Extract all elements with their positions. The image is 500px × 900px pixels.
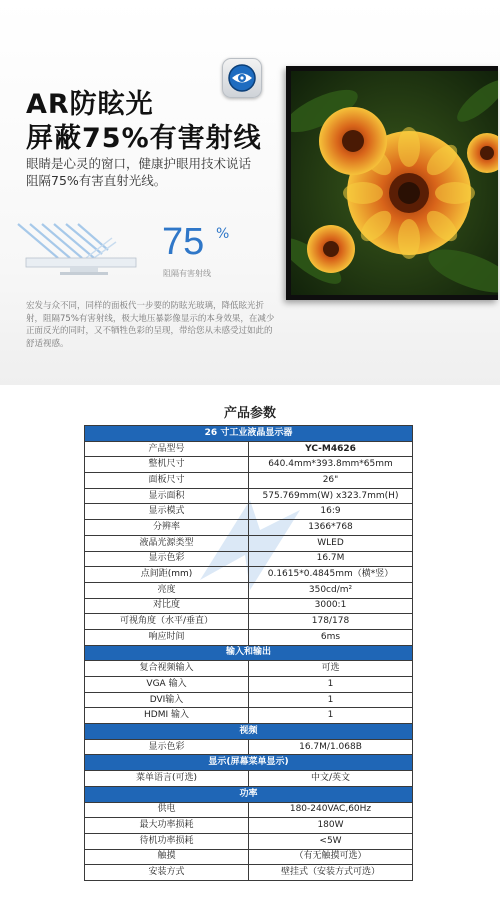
spec-value: 可选 (249, 661, 413, 677)
spec-value: 1 (249, 708, 413, 724)
spec-row (85, 520, 413, 536)
spec-value: 中文/英文 (249, 771, 413, 787)
spec-row (85, 818, 413, 834)
spec-value: 178/178 (249, 614, 413, 630)
spec-table (84, 425, 413, 881)
spec-value: 6ms (249, 629, 413, 645)
spec-row (85, 567, 413, 583)
spec-section-header (85, 755, 413, 771)
spec-value: 1 (249, 692, 413, 708)
subheadline (26, 155, 251, 189)
spec-section-title: 功率 (85, 786, 413, 802)
spec-key: 复合视频输入 (85, 661, 249, 677)
spec-row (85, 629, 413, 645)
spec-value: 350cd/m² (249, 582, 413, 598)
spec-row (85, 441, 413, 457)
spec-row (85, 535, 413, 551)
promo-banner (0, 0, 500, 385)
spec-row (85, 488, 413, 504)
spec-value: 180W (249, 818, 413, 834)
spec-section-header (85, 786, 413, 802)
spec-table-body (85, 426, 413, 881)
spec-row (85, 551, 413, 567)
spec-title: 产品参数 (223, 406, 276, 421)
spec-value: 16.7M (249, 551, 413, 567)
spec-key: 待机功率损耗 (85, 833, 249, 849)
glare-reflection-diagram-icon (16, 222, 156, 282)
percent-caption: 阻隔有害射线 (163, 269, 211, 278)
spec-row (85, 849, 413, 865)
headline-line-2: 屏蔽75%有害射线 (26, 123, 262, 154)
spec-value: 16:9 (249, 504, 413, 520)
spec-value: WLED (249, 535, 413, 551)
description-paragraph: 宏发与众不同，同样的面板代一步要的防眩光玻璃，降低眩光折射，阻隔75%有害射线，极大地压暴影像显示的本身效果，在减少正面反光的同时，又不牺牲色彩的呈现，带给您从未感受过如此的舒适视感。 (26, 301, 275, 349)
spec-value: 180-240VAC,60Hz (249, 802, 413, 818)
spec-key: 响应时间 (85, 629, 249, 645)
spec-key: 分辨率 (85, 520, 249, 536)
spec-key: 菜单语言(可选) (85, 771, 249, 787)
subheadline-line-1: 眼睛是心灵的窗口，健康护眼用技术说话 (26, 156, 252, 171)
spec-section-title: 26 寸工业液晶显示器 (85, 426, 413, 442)
spec-value: 壁挂式（安装方式可选） (249, 865, 413, 881)
spec-key: 供电 (85, 802, 249, 818)
spec-section-header (85, 645, 413, 661)
spec-value: 575.769mm(W) x323.7mm(H) (249, 488, 413, 504)
spec-row (85, 692, 413, 708)
spec-section-header (85, 724, 413, 740)
spec-key: 最大功率损耗 (85, 818, 249, 834)
spec-value: <5W (249, 833, 413, 849)
spec-key: 显示模式 (85, 504, 249, 520)
spec-key: 显示面积 (85, 488, 249, 504)
spec-row (85, 708, 413, 724)
spec-value: （有无触摸可选） (249, 849, 413, 865)
spec-row (85, 865, 413, 881)
spec-key: 液晶光源类型 (85, 535, 249, 551)
spec-value: 1366*768 (249, 520, 413, 536)
spec-row (85, 771, 413, 787)
spec-key: 显示色彩 (85, 551, 249, 567)
spec-value: 0.1615*0.4845mm（横*竖） (249, 567, 413, 583)
spec-section-title: 输入和输出 (85, 645, 413, 661)
spec-row (85, 802, 413, 818)
sunflower-photo-icon (291, 71, 498, 300)
spec-row (85, 504, 413, 520)
monitor-image (286, 66, 498, 300)
spec-key: 显示色彩 (85, 739, 249, 755)
spec-row (85, 598, 413, 614)
spec-row (85, 661, 413, 677)
headline-line-1: AR防眩光 (26, 89, 154, 120)
spec-key: 面板尺寸 (85, 473, 249, 489)
spec-key: 亮度 (85, 582, 249, 598)
spec-key: 点间距(mm) (85, 567, 249, 583)
spec-row (85, 582, 413, 598)
spec-value: 3000:1 (249, 598, 413, 614)
spec-row (85, 677, 413, 693)
spec-row (85, 457, 413, 473)
spec-section-header (85, 426, 413, 442)
spec-row (85, 614, 413, 630)
spec-row (85, 833, 413, 849)
spec-key: 触摸 (85, 849, 249, 865)
spec-value: 640.4mm*393.8mm*65mm (249, 457, 413, 473)
percent-value: 75 (162, 221, 205, 263)
spec-value: YC-M4626 (249, 441, 413, 457)
spec-row (85, 739, 413, 755)
spec-value: 1 (249, 677, 413, 693)
subheadline-line-2: 阻隔75%有害直射光线。 (26, 173, 167, 188)
spec-value: 26" (249, 473, 413, 489)
spec-key: VGA 输入 (85, 677, 249, 693)
spec-key: 可视角度（水平/垂直） (85, 614, 249, 630)
spec-key: DVI输入 (85, 692, 249, 708)
spec-key: 整机尺寸 (85, 457, 249, 473)
spec-key: HDMI 输入 (85, 708, 249, 724)
spec-row (85, 473, 413, 489)
percent-sign: % (216, 226, 230, 242)
spec-key: 安装方式 (85, 865, 249, 881)
spec-value: 16.7M/1.068B (249, 739, 413, 755)
spec-key: 对比度 (85, 598, 249, 614)
spec-key: 产品型号 (85, 441, 249, 457)
spec-section-title: 视频 (85, 724, 413, 740)
headline (26, 88, 262, 156)
spec-section-title: 显示(屏幕菜单显示) (85, 755, 413, 771)
